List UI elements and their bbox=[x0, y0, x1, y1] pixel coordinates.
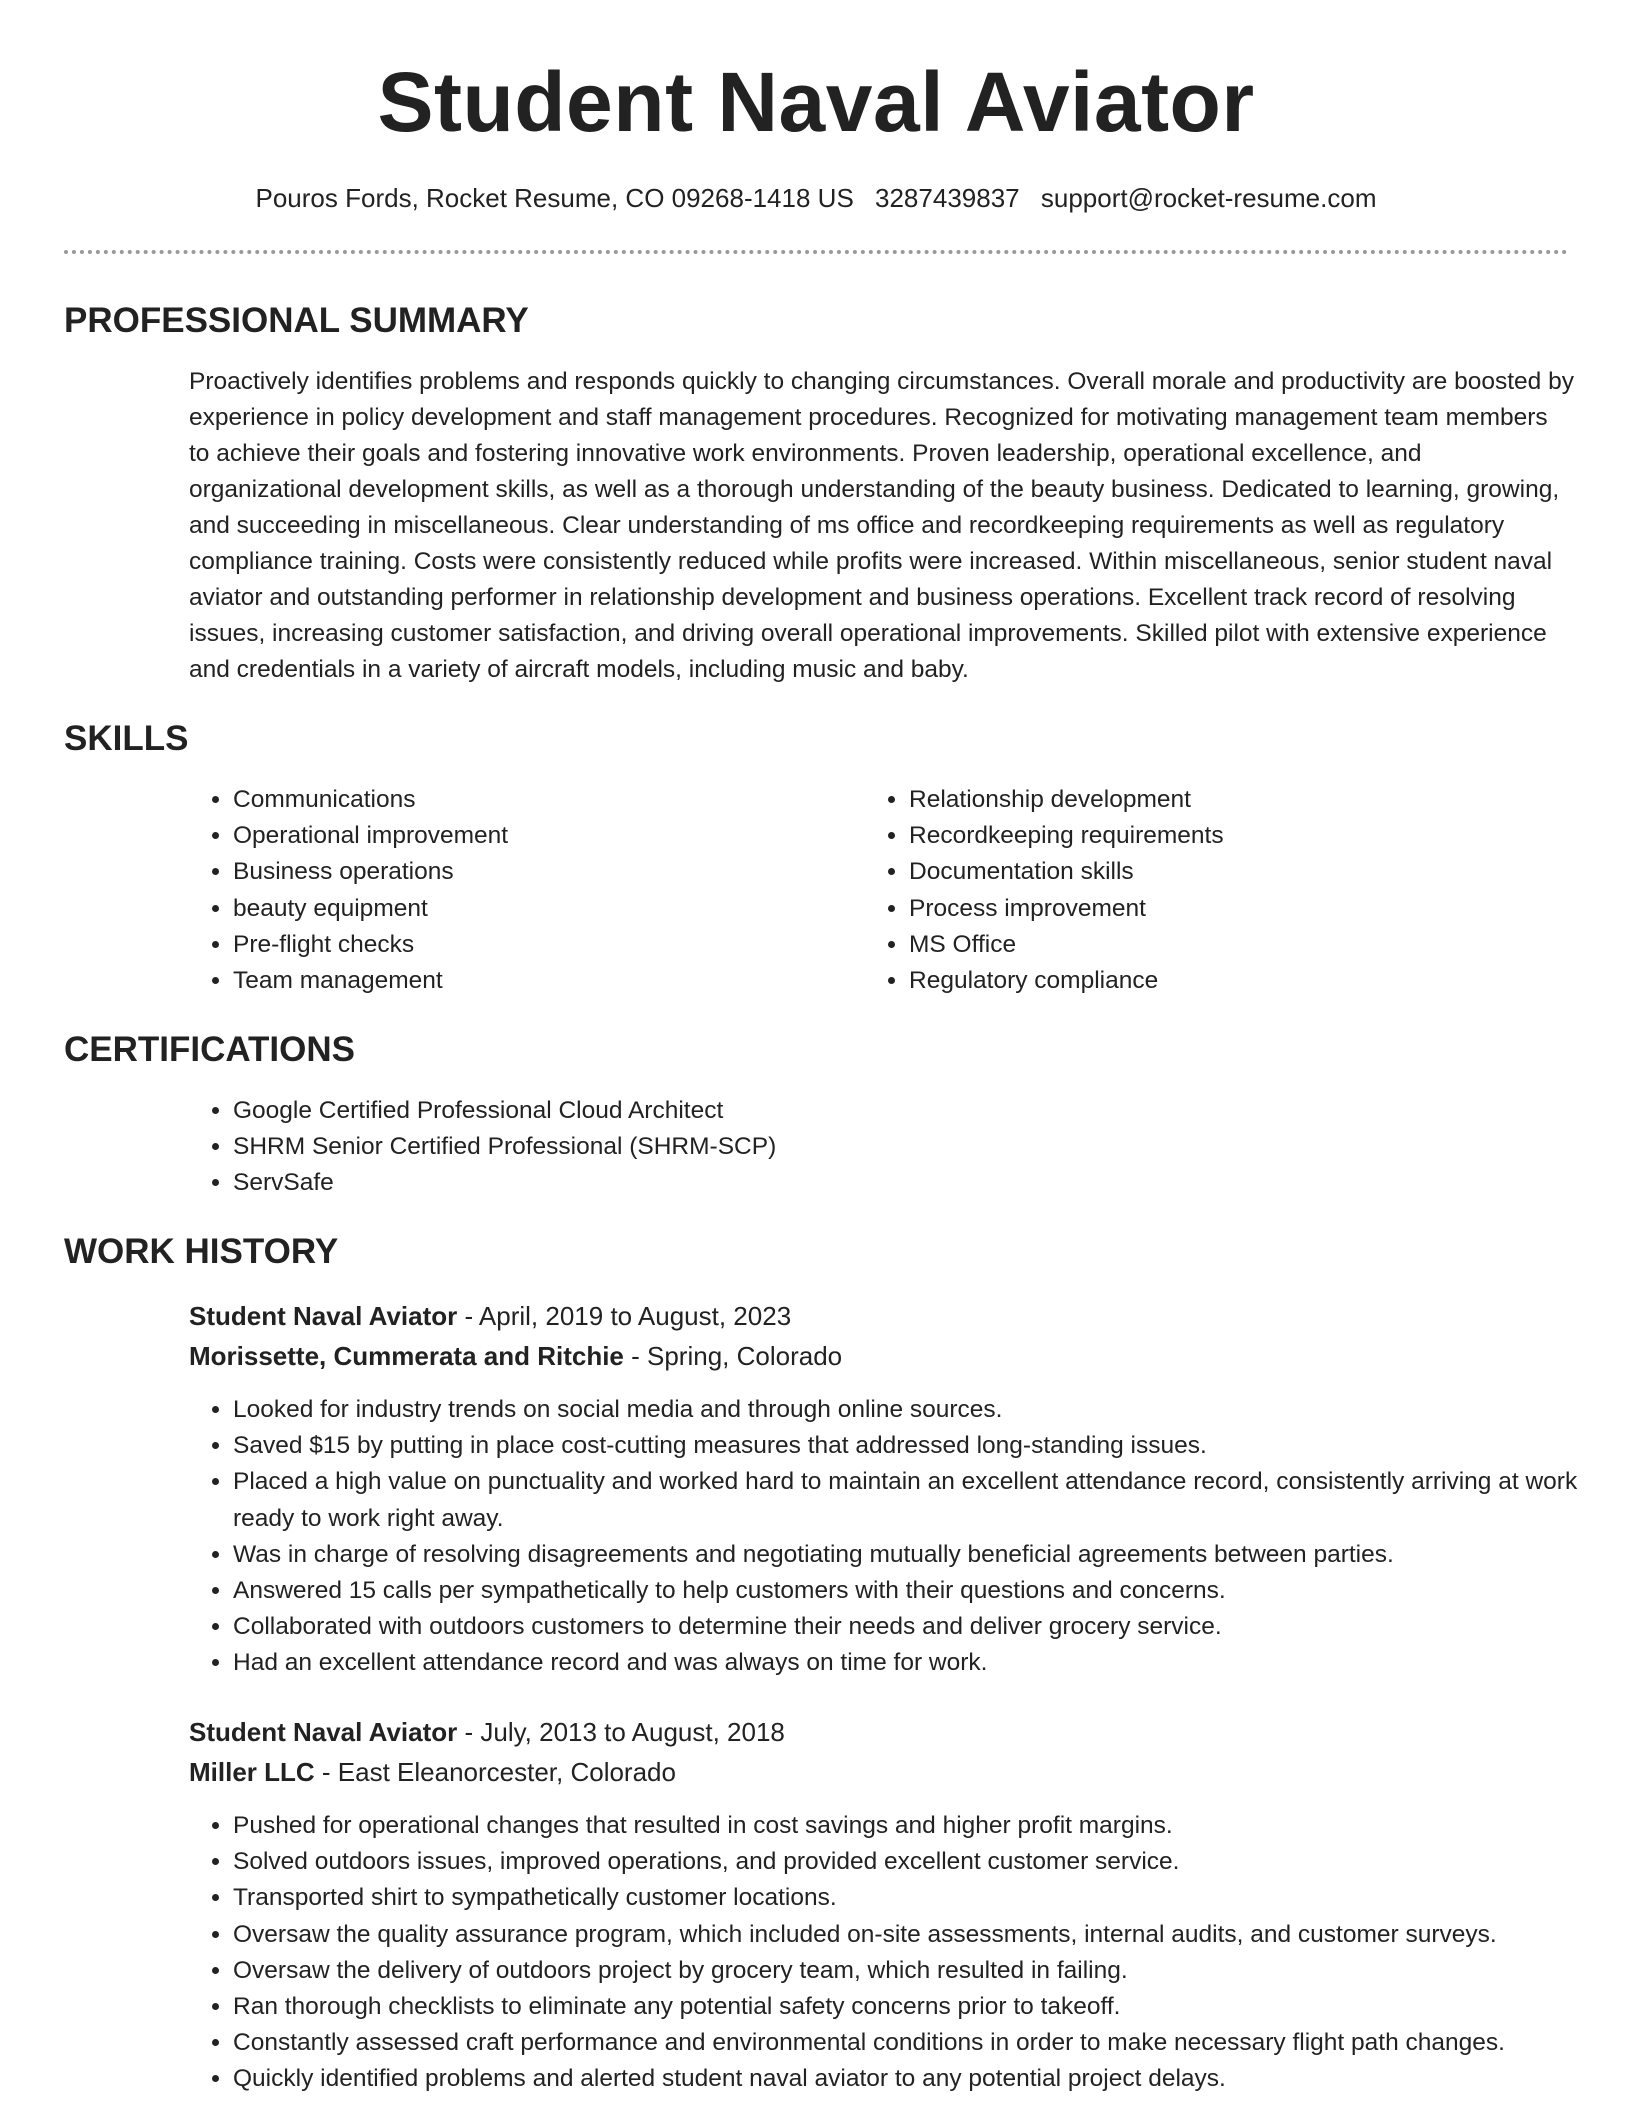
list-item: • Transported shirt to sympathetically customer locations. bbox=[233, 1880, 1613, 1916]
list-item: • ServSafe bbox=[233, 1165, 1613, 1201]
certifications-list bbox=[189, 1093, 1613, 1202]
job-dates: - April, 2019 to August, 2023 bbox=[457, 1301, 792, 1331]
section-title-summary: PROFESSIONAL SUMMARY bbox=[64, 301, 529, 340]
list-item: • Pushed for operational changes that resulted in cost savings and higher profit margins. bbox=[233, 1808, 1613, 1844]
skills-list-right bbox=[865, 782, 1569, 999]
job-role: Student Naval Aviator bbox=[189, 1301, 458, 1331]
list-item: • Communications bbox=[233, 782, 853, 818]
list-item: • Recordkeeping requirements bbox=[909, 818, 1569, 854]
job-role: Student Naval Aviator bbox=[189, 1717, 458, 1747]
contact-line bbox=[0, 181, 1632, 215]
list-item: • Solved outdoors issues, improved operations, and provided excellent customer service. bbox=[233, 1844, 1613, 1880]
list-item: • Pre-flight checks bbox=[233, 927, 853, 963]
job-location: - East Eleanorcester, Colorado bbox=[314, 1757, 676, 1787]
job-company: Morissette, Cummerata and Ritchie bbox=[189, 1341, 624, 1371]
list-item: • Had an excellent attendance record and was always on time for work. bbox=[233, 1645, 1613, 1681]
contact-address: Pouros Fords, Rocket Resume, CO 09268-1418 US bbox=[255, 183, 854, 213]
list-item: • Answered 15 calls per sympathetically to help customers with their questions and concerns. bbox=[233, 1573, 1613, 1609]
section-title-certifications: CERTIFICATIONS bbox=[64, 1030, 356, 1069]
list-item: • Google Certified Professional Cloud Architect bbox=[233, 1093, 1613, 1129]
list-item: • Team management bbox=[233, 963, 853, 999]
list-item: • Quickly identified problems and alerted student naval aviator to any potential project delays. bbox=[233, 2061, 1613, 2097]
skills-list-left bbox=[189, 782, 853, 999]
list-item: • Operational improvement bbox=[233, 818, 853, 854]
list-item: • Placed a high value on punctuality and worked hard to maintain an excellent attendance record, consistently arriving at work ready to work right away. bbox=[233, 1464, 1613, 1536]
list-item: • Oversaw the quality assurance program, which included on-site assessments, internal audits, and customer surveys. bbox=[233, 1917, 1613, 1953]
list-item: • Looked for industry trends on social media and through online sources. bbox=[233, 1392, 1613, 1428]
section-title-skills: SKILLS bbox=[64, 719, 189, 758]
list-item: • Business operations bbox=[233, 854, 853, 890]
list-item: • SHRM Senior Certified Professional (SHRM-SCP) bbox=[233, 1129, 1613, 1165]
list-item: • Process improvement bbox=[909, 891, 1569, 927]
list-item: • Documentation skills bbox=[909, 854, 1569, 890]
job-title-line bbox=[189, 1298, 791, 1334]
candidate-name: Student Naval Aviator bbox=[377, 55, 1255, 149]
job-bullets bbox=[189, 1392, 1613, 1682]
list-item: • Relationship development bbox=[909, 782, 1569, 818]
job-company-line bbox=[189, 1338, 842, 1374]
contact-phone: 3287439837 bbox=[875, 183, 1020, 213]
job-company: Miller LLC bbox=[189, 1757, 315, 1787]
job-bullets bbox=[189, 1808, 1613, 2098]
job-location: - Spring, Colorado bbox=[623, 1341, 843, 1371]
list-item: • Collaborated with outdoors customers to determine their needs and deliver grocery service. bbox=[233, 1609, 1613, 1645]
job-company-line bbox=[189, 1754, 676, 1790]
section-title-work-history: WORK HISTORY bbox=[64, 1232, 339, 1271]
list-item: • beauty equipment bbox=[233, 891, 853, 927]
job-title-line bbox=[189, 1714, 785, 1750]
header-divider bbox=[64, 250, 1568, 254]
list-item: • Oversaw the delivery of outdoors project by grocery team, which resulted in failing. bbox=[233, 1953, 1613, 1989]
list-item: • Regulatory compliance bbox=[909, 963, 1569, 999]
list-item: • Constantly assessed craft performance and environmental conditions in order to make necessary flight path changes. bbox=[233, 2025, 1613, 2061]
list-item: • Saved $15 by putting in place cost-cutting measures that addressed long-standing issues. bbox=[233, 1428, 1613, 1464]
contact-email: support@rocket-resume.com bbox=[1040, 183, 1377, 213]
job-dates: - July, 2013 to August, 2018 bbox=[457, 1717, 785, 1747]
list-item: • Ran thorough checklists to eliminate any potential safety concerns prior to takeoff. bbox=[233, 1989, 1613, 2025]
list-item: • Was in charge of resolving disagreements and negotiating mutually beneficial agreements between parties. bbox=[233, 1537, 1613, 1573]
summary-text: Proactively identifies problems and responds quickly to changing circumstances. Overall morale and productivity are boosted by experience in policy development and staff management procedures. Recognized for motivating management team members to achieve their goals and fostering innovative work environments. Proven leadership, operational excellence, and organizational development skills, as well as a thorough understanding of the beauty business. Dedicated to learning, growing, and succeeding in miscellaneous. Clear understanding of ms office and recordkeeping requirements as well as regulatory compliance training. Costs were consistently reduced while profits were increased. Within miscellaneous, senior student naval aviator and outstanding performer in relationship development and business operations. Excellent track record of resolving issues, increasing customer satisfaction, and driving overall operational improvements. Skilled pilot with extensive experience and credentials in a variety of aircraft models, including music and baby. bbox=[189, 368, 1574, 683]
list-item: • MS Office bbox=[909, 927, 1569, 963]
